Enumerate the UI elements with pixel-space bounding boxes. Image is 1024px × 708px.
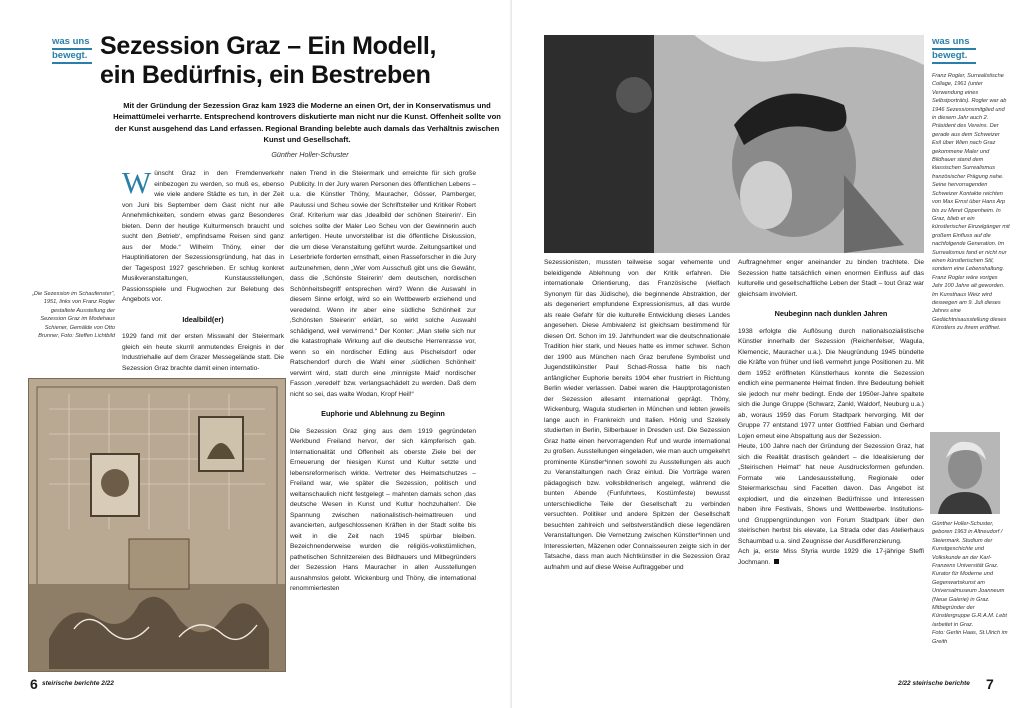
left-col2-paragraph-2: Die Sezession Graz ging aus dem 1919 gegründeten Werkbund Freiland hervor, der sich kämpferisch gab. Internationalität und Offenheit als oberste Ziele bei der Erneuerung der hiesigen Kunst und Kultur setzte und lebensreformerisch wirkte. Vertreter des Heimatschutzes – Freiland war, wie später die Sezession, politisch und weltanschaulich nicht festgelegt – mahnten damals schon ‚das deutsche Wesen in Kunst und Kultur hochzuhalten‘. Die Spannung zwischen nationalistisch-heimattreuen und avancierten, aufgeschlossenen Kräften in der Stadt sollte bis weit in die Zeit nach 1945 spürbar bleiben. Bezeichnenderweise wurden die religiös-volkstümlichen, pathetischen Schnitzereien des Bildhauers und Mitbegründers der Sezession Hans Mauracher in allen Ausstellungen ausnahmslos gelobt. Wickenburg und Thöny, die international renommiertesten: [290, 427, 476, 592]
left-col1-paragraph-1: Wünscht Graz in den Fremdenverkehr einbezogen zu werden, so muß es, ebenso wie viele andere Städte es tun, in der Zeit von Juni bis September dem Gast nicht nur alle Annehmlichkeiten, sondern etwas ganz Besonderes bieten. Denn der heutige Kulturmensch braucht und sucht den ‚Betrieb‘, empfindsame Reisen sind ganz aus der Mode.“ Wilhelm Thöny, einer der Hauptinitiatoren der Sezessionsgründung, hat das in der Tagespost 1927 geschrieben. Er schlug konkret Musikveranstaltungen, Kunstausstellungen, Passionsspiele und Flugwochen zur Belebung des Angebots vor.: [122, 169, 284, 303]
section-tag-right: [932, 36, 976, 64]
right-col2-paragraph-4: Ach ja, erste Miss Styria wurde 1929 die 17-jährige Steffi Jochmann.: [738, 548, 924, 566]
subheading-euphorie: Euphorie und Ablehnung zu Beginn: [321, 409, 445, 418]
article-title: [100, 32, 510, 90]
footer-left: steirische berichte 2/22: [42, 680, 114, 687]
dropcap: W: [122, 169, 152, 200]
left-column-1-top: [122, 169, 284, 374]
shop-window-photo: [28, 378, 286, 672]
right-column-2: [738, 258, 924, 670]
author-bio: Günther Holler-Schuster, geboren 1963 in Altneudorf / Steiermark. Studium der Kunstgeschichte und Volkskunde an der Karl-Franzens Universität Graz. Kurator für Moderne und Gegenwartskunst am Universalmuseum Joanneum (Neue Galerie) in Graz. Mitbegründer der Künstlergruppe G.R.A.M. Lebt /arbeitet in Graz.: [932, 521, 1007, 628]
page-number-left: 6: [30, 676, 38, 692]
right-col2-paragraph-3: Heute, 100 Jahre nach der Gründung der Sezession Graz, hat sich die Realität drastisch geändert – die Idealisierung der „Steirischen Heimat“ hat neue Ausdrucksformen gefunden. Formate wie Landesausstellung, Regionale oder Steiermarkschau sind Facetten davon. Das Angebot ist explodiert, und die einzelnen Bedürfnisse und Interessen haben ihre Festivals, Shows und Wettbewerbe. Institutions- und Gruppengründungen von Forum Stadtpark über den steirischen herbst bis elevate, La Strada oder das Atelierhaus Schaumbad u.a. sind Zeugnisse der Ausdifferenzierung.: [738, 443, 924, 545]
end-mark: [774, 559, 779, 564]
right-column-1: [544, 258, 730, 670]
author-photo-credit: Foto: Gerlin Haas, St.Ulrich im Greith: [932, 630, 1008, 645]
author-caption: [932, 520, 1010, 646]
left-image-caption: „Die Sezession im Schaufenster“, 1951, links von Franz Rogler gestaltete Ausstellung der Sezession Graz im Modehaus Schiener, Gemälde von Otto Brunner, Foto: Steffen Lichtbild: [31, 291, 115, 340]
right-page: [512, 0, 1024, 708]
author-portrait-photo: [930, 432, 1000, 514]
shop-window-illustration: [29, 379, 285, 671]
subheading-neubeginn: Neubeginn nach dunklen Jahren: [774, 309, 888, 318]
section-tag: [52, 36, 92, 64]
left-col1-paragraph-2: 1929 fand mit der ersten Misswahl der Steiermark gleich ein heute skurril anmutendes Ereignis in der Industriehalle auf dem Grazer Messegelände statt. Die Sezession Graz brachte damit einen internatio-: [122, 333, 284, 372]
portrait-illustration: [930, 432, 1000, 514]
article-lead: Mit der Gründung der Sezession Graz kam 1923 die Moderne an einen Ort, der in Konservatismus und Heimattümelei verharrte. Entsprechend kontrovers diskutierte man nicht nur die Kunst. Offenheit sollte von der Kunst ausgehend das Land erfassen. Regional Branding belebte auch damals das Verhältnis zwischen Kunst und Gesellschaft.: [113, 101, 501, 145]
right-image-caption: Franz Rogler, Surrealistische Collage, 1961 (unter Verwendung eines Selbstporträts). Rogler war ab 1946 Sezessionsmitglied und in diesem Jahr auch 2. Präsident des Vereins. Der gerade aus dem Schweizer Exil über Wien nach Graz gekommene Maler und Bildhauer stand dem klassischen Surrealismus französischer Prägung nahe. Seine hervorragenden Schweizer Kontakte reichten von Max Ernst über Hans Arp bis zu Meret Oppenheim. In Graz, blieb er ein künstlerischer Einzelgänger mit großem Einfluss auf die nachfolgende Generation. Im Surrealismus fand er nicht nur einen künstlerischen Stil, sondern eine Lebenshaltung. Franz Rogler wäre voriges Jahr 100 Jahre alt geworden. Im Kunsthaus Weiz wird deswegen am 9. Juli dieses Jahres eine Gedächtnisausstellung dieses Künstlers zu ihrem eröffnet.: [932, 73, 1010, 332]
footer-right: 2/22 steirische berichte: [898, 680, 970, 687]
section-tag-line1: was uns: [52, 36, 90, 47]
section-tag-right-line1: was uns: [932, 36, 970, 47]
subheading-idealbild: Idealbild(er): [182, 314, 224, 324]
left-column-2: [290, 169, 476, 669]
collage-illustration: [544, 35, 924, 253]
article-title-line1: Sezession Graz – Ein Modell,: [100, 32, 437, 60]
section-tag-right-rule-2: [932, 62, 976, 64]
section-tag-right-line2: bewegt.: [932, 50, 968, 61]
page-number-right: 7: [986, 676, 994, 692]
left-col2-paragraph-1: nalen Trend in die Steiermark und erreichte für sich große Publicity. In der Jury waren Personen des öffentlichen Lebens – u.a. die Künstler Thöny, Mauracher, Gösser, Pamberger, Paulussi und Scheu sowie der Schriftsteller und Kritiker Robert Graf. Kriterium war das ‚Idealbild der schönen Steirerin‘. Ein solches sollte der Maler Leo Scheu von der Gewinnerin auch anfertigen. Heute unvorstellbar ist die öffentliche Diskussion, die um diese Veranstaltung geführt wurde. Zeitungsartikel und Leserbriefe forderten ernsthaft, einen Rasseforscher in die Jury aufzunehmen, denn „Wer vom Ausschuß gibt uns die Gewähr, dass die ‚Schönste Steirerin‘ dem deutschen, nordischen Schönheitsbegriff entsprechen wird? Wenn die Auswahl in diesem Sinne erfolgt, wird so ein Wettbewerb erziehend und veredelnd. Wenn ihr aber eine südliche Schönheit zur ‚Schönsten Steirerin‘ erklärt, so wirkt solche Auswahl schädigend, weil verwirrend.“ Der Konter: „Man stelle sich nur die katastrophale Wirkung auf die deutsche Herrenrasse vor, wenn so ein nordischer Edling aus Pischelsdorf oder Ratschendorf durch die Wahl einer ‚südlichen Schönheit‘ verwirrt wird, statt durch eine ‚minnigste Maid‘ nordischer Fasson ‚veredelt‘ bzw. verlangsachädelt zu werden. Daß dem nicht so sei, das walte Wodan, Kropf Heil!“: [290, 170, 476, 398]
section-tag-rule-2: [52, 62, 92, 64]
section-tag-line2: bewegt.: [52, 50, 88, 61]
artist-collage-photo: [544, 35, 924, 253]
article-title-line2: ein Bedürfnis, ein Bestreben: [100, 61, 431, 89]
article-author: Günther Holler-Schuster: [271, 150, 349, 159]
right-col1-paragraph-1: Sezessionisten, mussten teilweise sogar vehemente und beleidigende Ablehnung von der Kritik erfahren. Die internationale Orientierung, das Französische (vielfach Synonym für das Jüdische), die beginnende Abstraktion, der als degeneriert empfundene Expressionismus, all das wurde als reale Gefahr für die kulturelle Entwicklung dieses Landes angesehen. Diese Ambivalenz ist gleichsam bestimmend für diesen Ort. Schon im 19. Jahrhundert war die deutschnationale Tradition hier stark, und Neues hatte es immer schwer. Schon der 1900 aus München nach Graz berufene Symbolist und Jugendstilkünstler Paul Schad-Rossa hatte bis nach anfänglicher Euphorie bereits 1904 eher frustriert in Richtung Berlin wieder verlassen. Dabei waren die Hauptprotagonisten der Sezession allesamt international geprägt. Thöny, Wickenburg, Wagula studierten in München und lebten jeweils lange auch in Frankreich und Italien. Hönig und Szekely studierten in Berlin, Silberbauer in Dresden usf. Die Sezession Graz hatte einen hervorragenden Ruf und wurde international zu großen. Ausstellungen eingeladen, wie man auch umgekehrt prominente Künstler*innen sowohl zu Ausstellungen als auch zu Veranstaltungen nach Graz einlud. Die Vorträge waren pädagogisch bzw. volksbildnerisch angelegt, während die bunten Abende (Funfuhrtees, Kostümfeste) bewusst unterschiedliche Teile der Gesellschaft zu verbinden versuchten. Politiker und andere Spitzen der Gesellschaft besuchten zahlreich und selbstverständlich diese legendären Veranstaltungen. Die Vernetzung zwischen Künstler*innen und Interessierten, Mäzenen oder Connaisseuren zeigte sich in der Tatsache, dass man auch Nichtkünstler in die Sezession Graz aufnahm und auf diese Weise Auftraggeber und: [544, 259, 730, 571]
right-col2-paragraph-2: 1938 erfolgte die Auflösung durch nationalsozialistische Künstler innerhalb der Sezession (Reichenfelser, Wagula, Klemencic, Mauracher u.a.). Die Neugründung 1945 bündelte die Kräfte von früher und ließ vermehrt junge Positionen zu. Mit dem 1952 eröffneten Künstlerhaus konnte die Sezession endlich eine permanente Heimat finden. Ihre Bedeutung behielt sie jedoch nur mehr bedingt. Ende der 1950er-Jahre spaltete sich die Junge Gruppe (Schwarz, Zankl, Waldorf, Neuburg u.a.) ab, woraus 1959 das Forum Stadtpark hervorging. Mit der Gruppe 77 entstand 1977 unter Gottfried Fabian und Gerhard Lojen erneut eine Abspaltung aus der Sezession.: [738, 327, 924, 440]
right-col2-paragraph-1: Auftragnehmer enger aneinander zu binden trachtete. Die Sezession hatte tatsächlich einen enormen Einfluss auf das kulturelle und gesellschaftliche Leben der Stadt – tout Graz war gleichsam involviert.: [738, 259, 924, 298]
